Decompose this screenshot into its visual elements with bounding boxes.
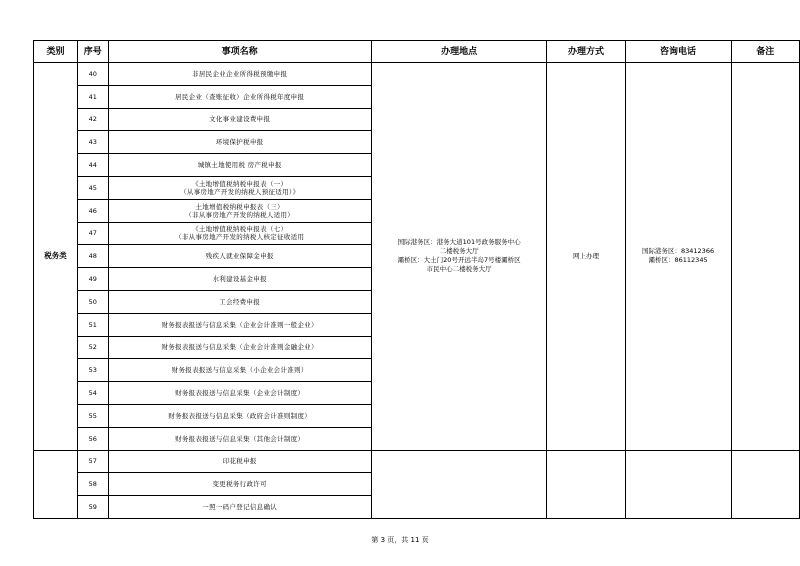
item-name: 残疾人就业保障金申报 (108, 245, 371, 268)
row-number: 45 (78, 176, 108, 199)
header-item-name: 事项名称 (108, 41, 371, 63)
item-name: 印花税申报 (108, 450, 371, 473)
location-line: 灞桥区：大土门20号开远半岛7号楼灞桥区 (397, 256, 521, 265)
method-cell: 网上办理 (547, 63, 625, 451)
item-name: 财务报表报送与信息采集（企业会计准则一般企业） (108, 313, 371, 336)
row-number: 41 (78, 85, 108, 108)
location-cell-empty (371, 450, 547, 518)
header-phone: 咨询电话 (625, 41, 731, 63)
row-number: 54 (78, 382, 108, 405)
row-number: 46 (78, 199, 108, 222)
item-name: 居民企业（查账征收）企业所得税年度申报 (108, 85, 371, 108)
table-row (34, 450, 800, 473)
row-number: 59 (78, 496, 108, 519)
phone-cell-empty (625, 450, 731, 518)
location-line: 二楼税务大厅 (439, 247, 479, 256)
row-number: 49 (78, 268, 108, 291)
row-number: 44 (78, 154, 108, 177)
item-name: 财务报表报送与信息采集（企业会计制度） (108, 382, 371, 405)
item-name: 工会经费申报 (108, 290, 371, 313)
item-name: 《土地增值税纳税申报表（一） （从事房地产开发的纳税人预征适用）》 (108, 176, 371, 199)
row-number: 42 (78, 108, 108, 131)
table-row (34, 63, 800, 86)
header-method: 办理方式 (547, 41, 625, 63)
service-table (33, 40, 800, 519)
item-name: 一照一码户登记信息确认 (108, 496, 371, 519)
item-name: 财务报表报送与信息采集（其他会计制度） (108, 427, 371, 450)
header-category: 类别 (34, 41, 78, 63)
item-name: 财务报表报送与信息采集（企业会计准则金融企业） (108, 336, 371, 359)
phone-line: 国际港务区：83412366 (642, 247, 715, 256)
item-name: 非居民企业企业所得税预缴申报 (108, 63, 371, 86)
method-cell-empty (547, 450, 625, 518)
remark-cell (731, 63, 799, 451)
row-number: 43 (78, 131, 108, 154)
row-number: 40 (78, 63, 108, 86)
item-name: 城镇土地使用税 房产税申报 (108, 154, 371, 177)
location-line: 国际港务区：港务大道101号政务服务中心 (397, 238, 521, 247)
row-number: 56 (78, 427, 108, 450)
phone-cell (625, 63, 731, 451)
item-name: 变更税务行政许可 (108, 473, 371, 496)
row-number: 50 (78, 290, 108, 313)
remark-cell-empty (731, 450, 799, 518)
header-remark: 备注 (731, 41, 799, 63)
row-number: 48 (78, 245, 108, 268)
phone-line: 灞桥区：86112345 (648, 256, 708, 265)
row-number: 53 (78, 359, 108, 382)
item-name: 土地增值税纳税申报表（三） （非从事房地产开发的纳税人适用） (108, 199, 371, 222)
item-name: 财务报表报送与信息采集（政府会计准则制度） (108, 404, 371, 427)
row-number: 52 (78, 336, 108, 359)
table-header-row (34, 41, 800, 63)
row-number: 51 (78, 313, 108, 336)
header-number: 序号 (78, 41, 108, 63)
item-name: 文化事业建设费申报 (108, 108, 371, 131)
location-line: 市民中心二楼税务大厅 (426, 265, 492, 274)
page-footer: 第 3 页，共 11 页 (371, 536, 429, 544)
item-name: 《土地增值税纳税申报表（七） （非从事房地产开发的纳税人核定征收适用 (108, 222, 371, 245)
row-number: 47 (78, 222, 108, 245)
header-location: 办理地点 (371, 41, 547, 63)
category-cell: 税务类 (34, 63, 78, 451)
row-number: 55 (78, 404, 108, 427)
category-cell-empty (34, 450, 78, 518)
row-number: 57 (78, 450, 108, 473)
location-cell (371, 63, 547, 451)
item-name: 水利建设基金申报 (108, 268, 371, 291)
item-name: 财务报表报送与信息采集（小企业会计准则） (108, 359, 371, 382)
item-name: 环境保护税申报 (108, 131, 371, 154)
row-number: 58 (78, 473, 108, 496)
